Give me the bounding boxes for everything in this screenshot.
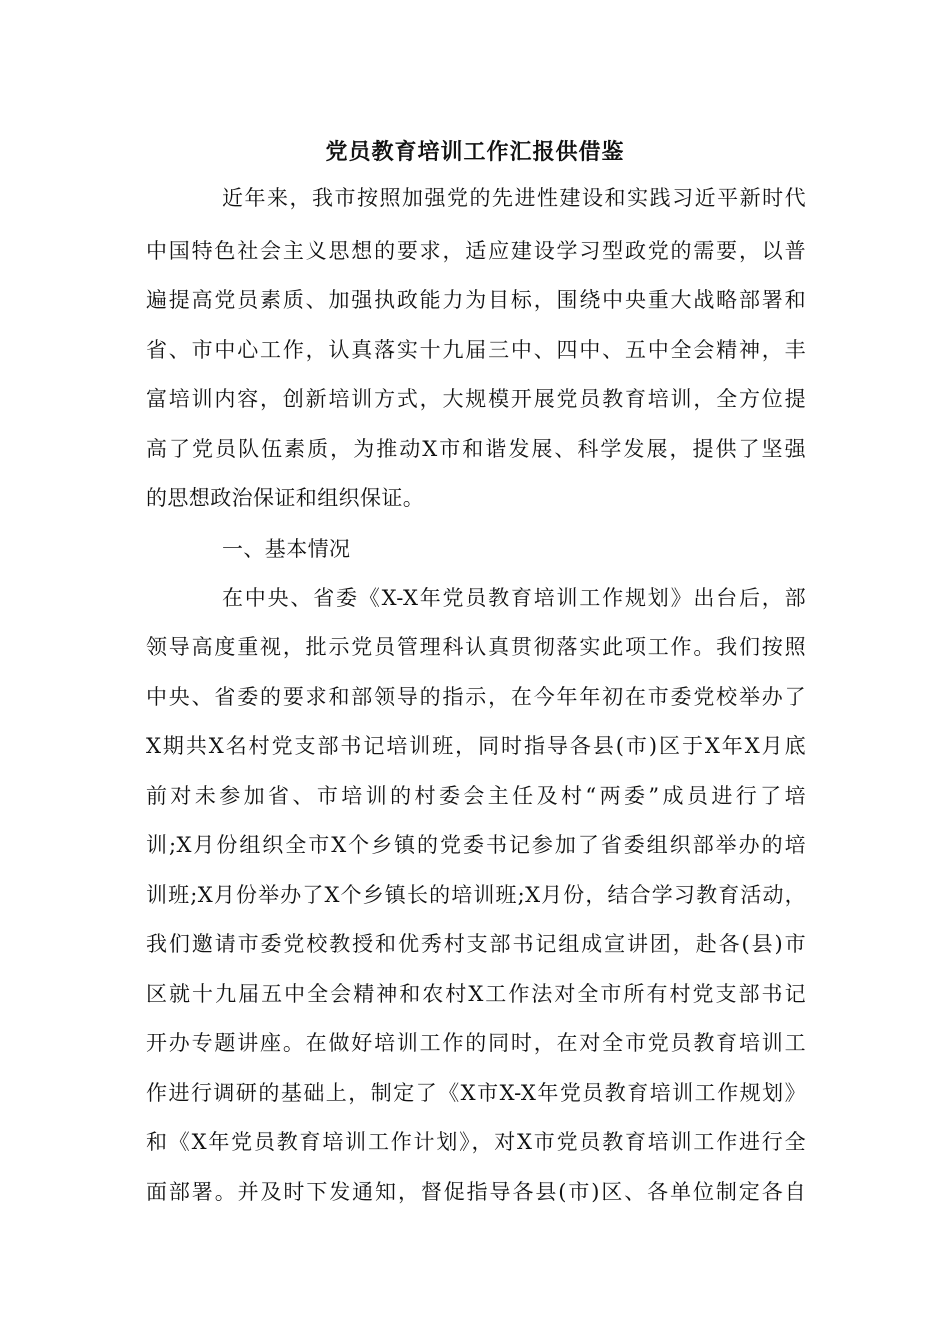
section-heading: 一、基本情况 [222, 537, 351, 561]
paragraph-line: 和《X年党员教育培训工作计划》，对X市党员教育培训工作进行全 [146, 1130, 806, 1154]
paragraph-line: 我们邀请市委党校教授和优秀村支部书记组成宣讲团，赴各(县)市 [146, 932, 806, 956]
paragraph-line: 训;X月份组织全市X个乡镇的党委书记参加了省委组织部举办的培 [146, 833, 806, 857]
paragraph-line: 面部署。并及时下发通知，督促指导各县(市)区、各单位制定各自 [146, 1180, 806, 1204]
paragraph-line: X期共X名村党支部书记培训班，同时指导各县(市)区于X年X月底 [146, 734, 806, 758]
paragraph-line: 在中央、省委《X-X年党员教育培训工作规划》出台后，部 [222, 586, 806, 610]
paragraph-line: 省、市中心工作，认真落实十九届三中、四中、五中全会精神，丰 [146, 338, 806, 362]
paragraph-line: 近年来，我市按照加强党的先进性建设和实践习近平新时代 [222, 186, 806, 210]
paragraph-line: 前对未参加省、市培训的村委会主任及村“两委”成员进行了培 [146, 784, 806, 808]
paragraph-line: 遍提高党员素质、加强执政能力为目标，围绕中央重大战略部署和 [146, 288, 806, 312]
paragraph-line: 训班;X月份举办了X个乡镇长的培训班;X月份，结合学习教育活动， [146, 883, 806, 907]
paragraph-line: 区就十九届五中全会精神和农村X工作法对全市所有村党支部书记 [146, 982, 806, 1006]
paragraph-line: 富培训内容，创新培训方式，大规模开展党员教育培训，全方位提 [146, 387, 806, 411]
paragraph-line: 中国特色社会主义思想的要求，适应建设学习型政党的需要，以普 [146, 239, 806, 263]
document-title: 党员教育培训工作汇报供借鉴 [325, 139, 625, 165]
paragraph-line: 领导高度重视，批示党员管理科认真贯彻落实此项工作。我们按照 [146, 635, 806, 659]
paragraph-line: 作进行调研的基础上，制定了《X市X-X年党员教育培训工作规划》 [146, 1081, 806, 1105]
paragraph-line: 中央、省委的要求和部领导的指示，在今年年初在市委党校举办了 [146, 685, 806, 709]
paragraph-line: 开办专题讲座。在做好培训工作的同时，在对全市党员教育培训工 [146, 1031, 806, 1055]
paragraph-line: 高了党员队伍素质，为推动X市和谐发展、科学发展，提供了坚强 [146, 437, 806, 461]
paragraph-line: 的思想政治保证和组织保证。 [146, 486, 425, 510]
